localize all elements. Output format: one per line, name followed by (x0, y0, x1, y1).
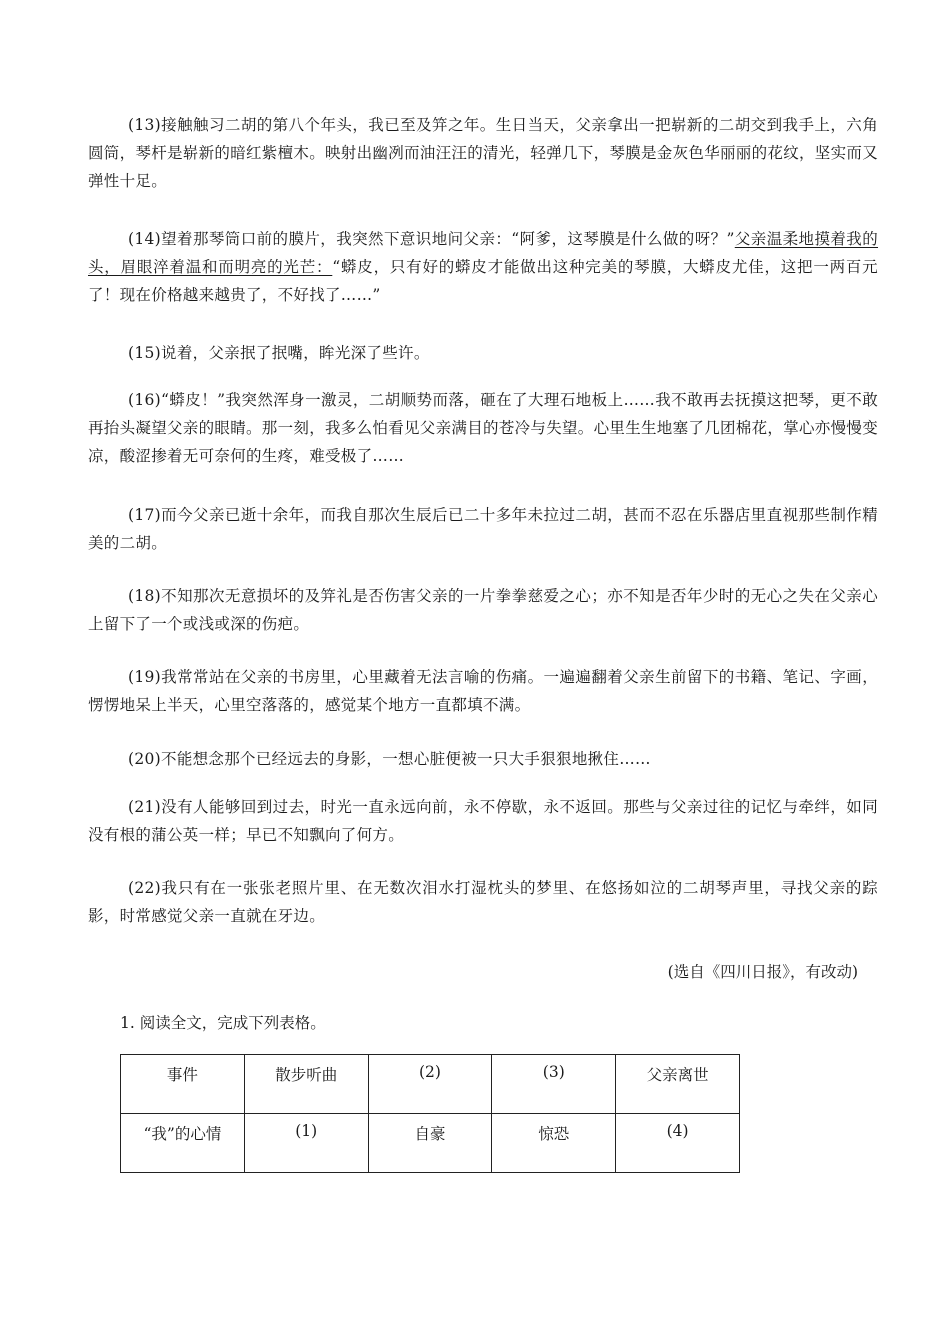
paragraph-19: (19)我常常站在父亲的书房里，心里藏着无法言喻的伤痛。一遍遍翻着父亲生前留下的书籍、笔记、字画，愣愣地呆上半天，心里空落落的，感觉某个地方一直都填不满。 (88, 668, 878, 714)
table-row (121, 1114, 740, 1173)
paragraph-14-text-a: (14)望着那琴筒口前的膜片，我突然下意识地问父亲：“阿爹，这琴膜是什么做的呀？” (128, 230, 735, 248)
table-cell: “我”的心情 (121, 1114, 245, 1173)
source-attribution: (选自《四川日报》，有改动) (667, 963, 858, 981)
paragraph-20: (20)不能想念那个已经远去的身影，一想心脏便被一只大手狠狠地揪住…… (128, 750, 651, 768)
paragraph-21: (21)没有人能够回到过去，时光一直永远向前，永不停歇，永不返回。那些与父亲过往的记忆与牵绊，如同没有根的蒲公英一样；早已不知飘向了何方。 (88, 798, 878, 844)
table-cell: 散步听曲 (244, 1055, 368, 1114)
question-1: 1. 阅读全文，完成下列表格。 (120, 1014, 326, 1032)
table-cell: (2) (368, 1055, 492, 1114)
paragraph-17: (17)而今父亲已逝十余年，而我自那次生辰后已二十多年未拉过二胡，甚而不忍在乐器店里直视那些制作精美的二胡。 (88, 506, 878, 552)
table-row (121, 1055, 740, 1114)
table-cell: 父亲离世 (616, 1055, 740, 1114)
answer-table (120, 1054, 740, 1173)
paragraph-16: (16)“蟒皮！”我突然浑身一激灵，二胡顺势而落，砸在了大理石地板上……我不敢再去抚摸这把琴，更不敢再抬头凝望父亲的眼睛。那一刻，我多么怕看见父亲满目的苍冷与失望。心里生生地塞了几团棉花，掌心亦慢慢变凉，酸涩掺着无可奈何的生疼，难受极了…… (88, 391, 879, 465)
paragraph-22: (22)我只有在一张张老照片里、在无数次泪水打湿枕头的梦里、在悠扬如泣的二胡琴声里，寻找父亲的踪影，时常感觉父亲一直就在牙边。 (88, 879, 878, 925)
table-cell: (1) (244, 1114, 368, 1173)
table-cell: 事件 (121, 1055, 245, 1114)
table-cell: 惊恐 (492, 1114, 616, 1173)
table-cell: 自豪 (368, 1114, 492, 1173)
paragraph-18: (18)不知那次无意损坏的及笄礼是否伤害父亲的一片拳拳慈爱之心；亦不知是否年少时的无心之失在父亲心上留下了一个或浅或深的伤疤。 (88, 587, 878, 633)
paragraph-14-underlined-sentence: 父亲温柔地摸着我的头，眉眼淬着温和而明亮的光芒： (88, 230, 879, 276)
table-cell: (4) (616, 1114, 740, 1173)
paragraph-15: (15)说着，父亲抿了抿嘴，眸光深了些许。 (128, 344, 430, 362)
paragraph-14 (88, 225, 878, 309)
paragraph-13: (13)接触触习二胡的第八个年头，我已至及笄之年。生日当天，父亲拿出一把崭新的二胡交到我手上，六角圆筒，琴杆是崭新的暗红紫檀木。映射出幽冽而油汪汪的清光，轻弹几下，琴膜是金灰色华丽丽的花纹，坚实而又弹性十足。 (88, 116, 879, 190)
table-cell: (3) (492, 1055, 616, 1114)
paragraph-14-text-b: “蟒皮，只有好的蟒皮才能做出这种完美的琴膜，大蟒皮尤佳，这把一两百元了！现在价格越来越贵了，不好找了……” (88, 258, 878, 304)
